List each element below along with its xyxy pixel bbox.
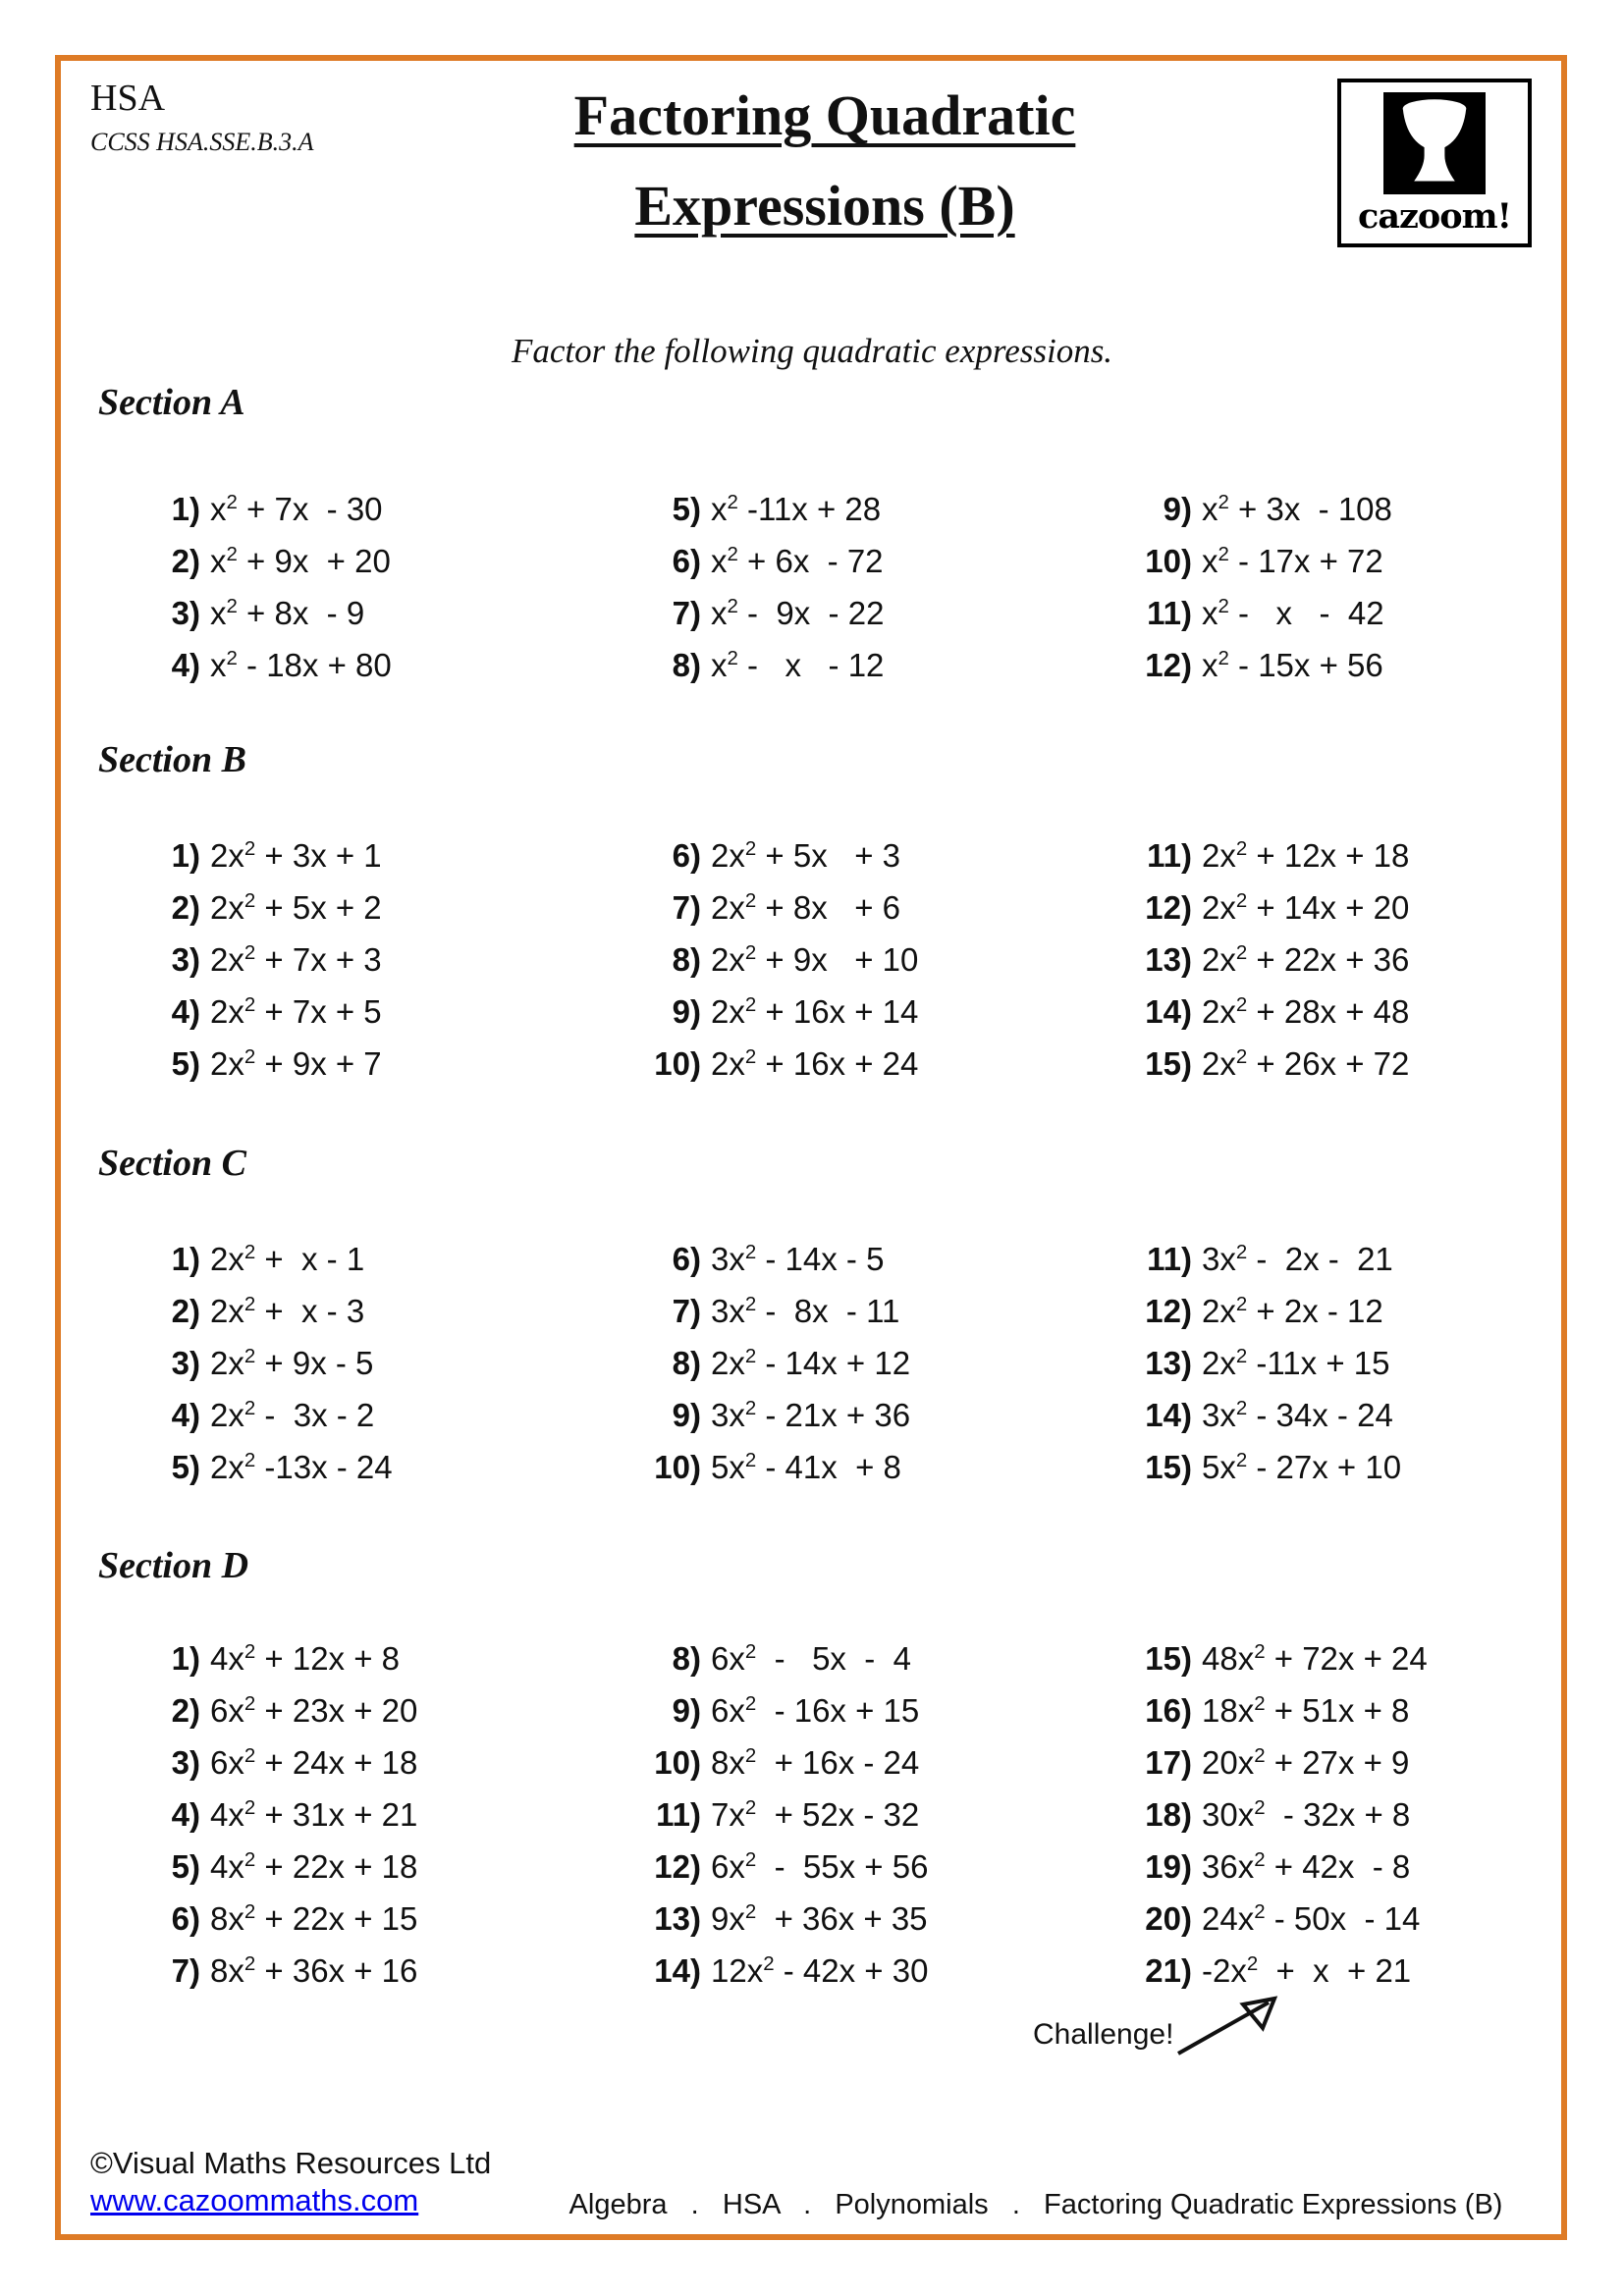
problem-expression: $20x^2 + 27x + 9$ bbox=[1202, 1744, 1410, 1781]
problem bbox=[636, 1789, 1127, 1841]
problem-number: 17) bbox=[1145, 1744, 1192, 1781]
problem-number: 11) bbox=[1147, 837, 1192, 874]
cazoom-logo bbox=[1337, 79, 1532, 247]
problem bbox=[135, 1337, 636, 1389]
problem bbox=[1127, 1285, 1401, 1337]
problem-expression: $4x^2 + 31x + 21$ bbox=[210, 1796, 418, 1833]
problem bbox=[1127, 1441, 1401, 1493]
problem bbox=[636, 1893, 1127, 1945]
problem-expression: $2x^2 + 3x + 1$ bbox=[210, 837, 382, 874]
problem bbox=[1127, 1893, 1428, 1945]
problem-column bbox=[636, 1233, 1127, 1493]
problem bbox=[1127, 1038, 1409, 1090]
problem-number: 4) bbox=[171, 993, 200, 1030]
problem-number: 8) bbox=[672, 647, 701, 683]
problem-number: 2) bbox=[171, 543, 200, 579]
problem-number: 15) bbox=[1145, 1640, 1192, 1677]
problem-number: 9) bbox=[672, 993, 701, 1030]
problem-column bbox=[1127, 829, 1409, 1090]
problem-number: 18) bbox=[1145, 1796, 1192, 1833]
problem-expression: $2x^2 + 26x + 72$ bbox=[1202, 1045, 1410, 1082]
problem bbox=[135, 934, 636, 986]
problem bbox=[636, 1038, 1127, 1090]
copyright-text: ©Visual Maths Resources Ltd bbox=[90, 2146, 492, 2180]
problem-number: 8) bbox=[672, 1345, 701, 1381]
problem-expression: $6x^2 - 16x + 15$ bbox=[711, 1692, 920, 1729]
problem-number: 7) bbox=[672, 889, 701, 926]
problem-expression: $2x^2 - 14x + 12$ bbox=[711, 1345, 911, 1381]
problem-column bbox=[135, 483, 636, 691]
problem bbox=[135, 1441, 636, 1493]
page-title-line2: Expressions (B) bbox=[634, 174, 1015, 238]
problem-expression: $2x^2 + 22x + 36$ bbox=[1202, 941, 1410, 978]
problem-number: 2) bbox=[171, 1293, 200, 1329]
problem-number: 12) bbox=[1145, 889, 1192, 926]
problem bbox=[135, 1684, 636, 1736]
section-a-title: Section A bbox=[98, 382, 245, 423]
problem-number: 6) bbox=[171, 1900, 200, 1937]
problem-column bbox=[135, 1632, 636, 1997]
problem-number: 13) bbox=[1145, 1345, 1192, 1381]
problem-expression: $2x^2 + 16x + 14$ bbox=[711, 993, 919, 1030]
problem-number: 10) bbox=[654, 1449, 701, 1485]
problem-expression: $2x^2 + x - 3$ bbox=[210, 1293, 365, 1329]
problem-number: 7) bbox=[672, 595, 701, 631]
problem bbox=[636, 1945, 1127, 1997]
problem bbox=[135, 1736, 636, 1789]
problem-expression: $2x^2 + 8x + 6$ bbox=[711, 889, 900, 926]
problem bbox=[135, 587, 636, 639]
page-title bbox=[393, 71, 1257, 251]
problem-expression: $-2x^2 + x + 21$ bbox=[1202, 1952, 1412, 1989]
problem-number: 12) bbox=[654, 1848, 701, 1885]
problem-expression: $3x^2 - 8x - 11$ bbox=[711, 1293, 900, 1329]
problem bbox=[135, 829, 636, 881]
problem bbox=[1127, 881, 1409, 934]
problem-expression: $x^2 + 7x - 30$ bbox=[210, 491, 383, 527]
problem-number: 5) bbox=[672, 491, 701, 527]
problem bbox=[636, 881, 1127, 934]
problem bbox=[636, 1285, 1127, 1337]
problem-expression: $6x^2 + 23x + 20$ bbox=[210, 1692, 418, 1729]
problem-expression: $2x^2 + 5x + 2$ bbox=[210, 889, 382, 926]
problem bbox=[135, 1789, 636, 1841]
problem bbox=[1127, 986, 1409, 1038]
problem-number: 2) bbox=[171, 1692, 200, 1729]
problem-number: 12) bbox=[1145, 1293, 1192, 1329]
problem-number: 6) bbox=[672, 1241, 701, 1277]
problem-number: 7) bbox=[672, 1293, 701, 1329]
problem bbox=[636, 639, 1127, 691]
problem-number: 14) bbox=[1145, 1397, 1192, 1433]
problem bbox=[135, 1841, 636, 1893]
problem-expression: $6x^2 - 5x - 4$ bbox=[711, 1640, 911, 1677]
problem-expression: $8x^2 + 36x + 16$ bbox=[210, 1952, 418, 1989]
problem bbox=[135, 1038, 636, 1090]
problem bbox=[135, 881, 636, 934]
problem-number: 4) bbox=[171, 1796, 200, 1833]
problem bbox=[636, 1841, 1127, 1893]
problem bbox=[636, 1441, 1127, 1493]
problem bbox=[636, 1389, 1127, 1441]
problem-expression: $2x^2 + 5x + 3$ bbox=[711, 837, 900, 874]
problem bbox=[1127, 934, 1409, 986]
problem-expression: $2x^2 + 16x + 24$ bbox=[711, 1045, 919, 1082]
problem-expression: $4x^2 + 12x + 8$ bbox=[210, 1640, 401, 1677]
problem-column bbox=[636, 829, 1127, 1090]
problem-column bbox=[135, 829, 636, 1090]
problem bbox=[135, 1233, 636, 1285]
problem-number: 10) bbox=[1145, 543, 1192, 579]
problem bbox=[135, 483, 636, 535]
breadcrumb: Algebra . HSA . Polynomials . Factoring Quadratic Expressions (B) bbox=[568, 2189, 1503, 2220]
section-d-title: Section D bbox=[98, 1545, 249, 1586]
problem-number: 12) bbox=[1145, 647, 1192, 683]
problem bbox=[1127, 1736, 1428, 1789]
problem-expression: $5x^2 - 27x + 10$ bbox=[1202, 1449, 1402, 1485]
problem-number: 14) bbox=[1145, 993, 1192, 1030]
problem bbox=[1127, 1337, 1401, 1389]
problem bbox=[1127, 587, 1392, 639]
problem-number: 2) bbox=[171, 889, 200, 926]
problem-expression: $2x^2 + 9x + 10$ bbox=[711, 941, 919, 978]
problem bbox=[636, 483, 1127, 535]
challenge-arrow-icon bbox=[1170, 1987, 1288, 2061]
problem-number: 1) bbox=[171, 491, 200, 527]
problem-number: 9) bbox=[672, 1397, 701, 1433]
problem-number: 5) bbox=[171, 1848, 200, 1885]
problem-expression: $2x^2 + x - 1$ bbox=[210, 1241, 365, 1277]
problem bbox=[636, 1233, 1127, 1285]
problem-expression: $36x^2 + 42x - 8$ bbox=[1202, 1848, 1411, 1885]
problem-expression: $x^2 - 18x + 80$ bbox=[210, 647, 392, 683]
problem-expression: $x^2$ - x - 12 bbox=[711, 647, 885, 683]
djembe-drum-icon bbox=[1382, 92, 1487, 194]
problem-expression: $2x^2 + 14x + 20$ bbox=[1202, 889, 1410, 926]
problem bbox=[1127, 1789, 1428, 1841]
problem bbox=[135, 1632, 636, 1684]
problem-expression: $2x^2$ -13x - 24 bbox=[210, 1449, 393, 1485]
worksheet-instruction: Factor the following quadratic expressions. bbox=[511, 332, 1113, 370]
problem bbox=[135, 986, 636, 1038]
problem-expression: $2x^2 + 2x - 12$ bbox=[1202, 1293, 1383, 1329]
problem-expression: $x^2 - 17x + 72$ bbox=[1202, 543, 1383, 579]
problem-expression: $2x^2 + 7x + 5$ bbox=[210, 993, 382, 1030]
problem bbox=[1127, 829, 1409, 881]
problem-number: 3) bbox=[171, 595, 200, 631]
problem-column bbox=[1127, 1632, 1428, 1997]
problem-expression: $3x^2 - 21x + 36$ bbox=[711, 1397, 911, 1433]
problem-number: 9) bbox=[672, 1692, 701, 1729]
problem-number: 5) bbox=[171, 1449, 200, 1485]
problem-expression: $x^2$ -11x + 28 bbox=[711, 491, 882, 527]
problem-number: 20) bbox=[1145, 1900, 1192, 1937]
problem-expression: $2x^2 + 12x + 18$ bbox=[1202, 837, 1410, 874]
problem bbox=[636, 1632, 1127, 1684]
problem-column bbox=[1127, 1233, 1401, 1493]
problem bbox=[135, 1285, 636, 1337]
problem-number: 1) bbox=[171, 1640, 200, 1677]
logo-wordmark: cazoom! bbox=[1358, 196, 1511, 237]
problem bbox=[135, 1389, 636, 1441]
problem-number: 3) bbox=[171, 1345, 200, 1381]
problem bbox=[1127, 535, 1392, 587]
problem bbox=[636, 535, 1127, 587]
problem bbox=[636, 1684, 1127, 1736]
problem-expression: $5x^2 - 41x + 8$ bbox=[711, 1449, 901, 1485]
problem-expression: $x^2 - 15x + 56$ bbox=[1202, 647, 1383, 683]
problem-expression: $2x^2 - 3x - 2$ bbox=[210, 1397, 375, 1433]
problem bbox=[1127, 1632, 1428, 1684]
problem bbox=[1127, 1233, 1401, 1285]
problem-number: 6) bbox=[672, 543, 701, 579]
website-link[interactable]: www.cazoommaths.com bbox=[90, 2183, 419, 2217]
problem-number: 10) bbox=[654, 1744, 701, 1781]
problem-number: 19) bbox=[1145, 1848, 1192, 1885]
problem-number: 6) bbox=[672, 837, 701, 874]
problem-number: 11) bbox=[1147, 595, 1192, 631]
problem-expression: $8x^2 + 16x - 24$ bbox=[711, 1744, 920, 1781]
problem-expression: $x^2 + 6x - 72$ bbox=[711, 543, 884, 579]
problem-expression: $24x^2 - 50x - 14$ bbox=[1202, 1900, 1421, 1937]
problem-column bbox=[1127, 483, 1392, 691]
problem-number: 1) bbox=[171, 837, 200, 874]
problem bbox=[135, 639, 636, 691]
problem bbox=[636, 1337, 1127, 1389]
problem-expression: $30x^2 - 32x + 8$ bbox=[1202, 1796, 1411, 1833]
problem-number: 11) bbox=[1147, 1241, 1192, 1277]
problem-expression: $x^2$ - x - 42 bbox=[1202, 595, 1384, 631]
problem bbox=[636, 829, 1127, 881]
ccss-standard: CCSS HSA.SSE.B.3.A bbox=[90, 128, 314, 156]
course-code: HSA bbox=[90, 78, 166, 119]
problem-number: 11) bbox=[656, 1796, 701, 1833]
problem-expression: $3x^2 - 14x - 5$ bbox=[711, 1241, 885, 1277]
problem bbox=[1127, 1684, 1428, 1736]
problem-expression: $3x^2 - 34x - 24$ bbox=[1202, 1397, 1393, 1433]
problem-number: 9) bbox=[1163, 491, 1192, 527]
problem-number: 1) bbox=[171, 1241, 200, 1277]
section-b-title: Section B bbox=[98, 739, 246, 780]
problem-expression: $18x^2 + 51x + 8$ bbox=[1202, 1692, 1410, 1729]
problem bbox=[636, 1736, 1127, 1789]
section-a-problems bbox=[135, 483, 1392, 691]
page-title-line1: Factoring Quadratic bbox=[573, 83, 1076, 147]
problem-number: 5) bbox=[171, 1045, 200, 1082]
problem-expression: $3x^2 - 2x - 21$ bbox=[1202, 1241, 1393, 1277]
problem bbox=[135, 1893, 636, 1945]
problem bbox=[1127, 1389, 1401, 1441]
problem-number: 16) bbox=[1145, 1692, 1192, 1729]
problem-number: 13) bbox=[654, 1900, 701, 1937]
problem-expression: $12x^2 - 42x + 30$ bbox=[711, 1952, 929, 1989]
problem-expression: $6x^2 - 55x + 56$ bbox=[711, 1848, 929, 1885]
section-d-problems bbox=[135, 1632, 1428, 1997]
problem-expression: $4x^2 + 22x + 18$ bbox=[210, 1848, 418, 1885]
problem-number: 3) bbox=[171, 1744, 200, 1781]
problem bbox=[1127, 1841, 1428, 1893]
problem-expression: $x^2 - 9x - 22$ bbox=[711, 595, 885, 631]
problem-expression: $2x^2 + 9x + 7$ bbox=[210, 1045, 382, 1082]
problem-number: 10) bbox=[654, 1045, 701, 1082]
problem-expression: $2x^2$ -11x + 15 bbox=[1202, 1345, 1390, 1381]
problem-number: 3) bbox=[171, 941, 200, 978]
problem bbox=[636, 934, 1127, 986]
problem-expression: $9x^2 + 36x + 35$ bbox=[711, 1900, 928, 1937]
challenge-label: Challenge! bbox=[1033, 2018, 1174, 2051]
problem bbox=[1127, 483, 1392, 535]
problem-number: 4) bbox=[171, 1397, 200, 1433]
problem bbox=[1127, 639, 1392, 691]
problem bbox=[135, 535, 636, 587]
problem-expression: $x^2 + 8x - 9$ bbox=[210, 595, 365, 631]
problem-number: 15) bbox=[1145, 1045, 1192, 1082]
problem-number: 4) bbox=[171, 647, 200, 683]
problem-expression: $8x^2 + 22x + 15$ bbox=[210, 1900, 418, 1937]
problem-expression: $2x^2 + 28x + 48$ bbox=[1202, 993, 1410, 1030]
problem-number: 14) bbox=[654, 1952, 701, 1989]
problem-expression: $6x^2 + 24x + 18$ bbox=[210, 1744, 418, 1781]
problem bbox=[636, 986, 1127, 1038]
problem-column bbox=[636, 1632, 1127, 1997]
problem-column bbox=[135, 1233, 636, 1493]
problem bbox=[135, 1945, 636, 1997]
problem-expression: $2x^2 + 7x + 3$ bbox=[210, 941, 382, 978]
problem-number: 7) bbox=[171, 1952, 200, 1989]
section-c-problems bbox=[135, 1233, 1401, 1493]
problem bbox=[636, 587, 1127, 639]
section-b-problems bbox=[135, 829, 1409, 1090]
problem-column bbox=[636, 483, 1127, 691]
problem-number: 15) bbox=[1145, 1449, 1192, 1485]
problem-number: 13) bbox=[1145, 941, 1192, 978]
problem-expression: $x^2 + 9x + 20$ bbox=[210, 543, 391, 579]
problem-number: 8) bbox=[672, 1640, 701, 1677]
problem-expression: $2x^2 + 9x - 5$ bbox=[210, 1345, 374, 1381]
problem-expression: $x^2 + 3x - 108$ bbox=[1202, 491, 1392, 527]
section-c-title: Section C bbox=[98, 1143, 246, 1184]
problem-expression: $48x^2 + 72x + 24$ bbox=[1202, 1640, 1428, 1677]
problem-expression: $7x^2 + 52x - 32$ bbox=[711, 1796, 920, 1833]
problem-number: 8) bbox=[672, 941, 701, 978]
problem-number: 21) bbox=[1145, 1952, 1192, 1989]
